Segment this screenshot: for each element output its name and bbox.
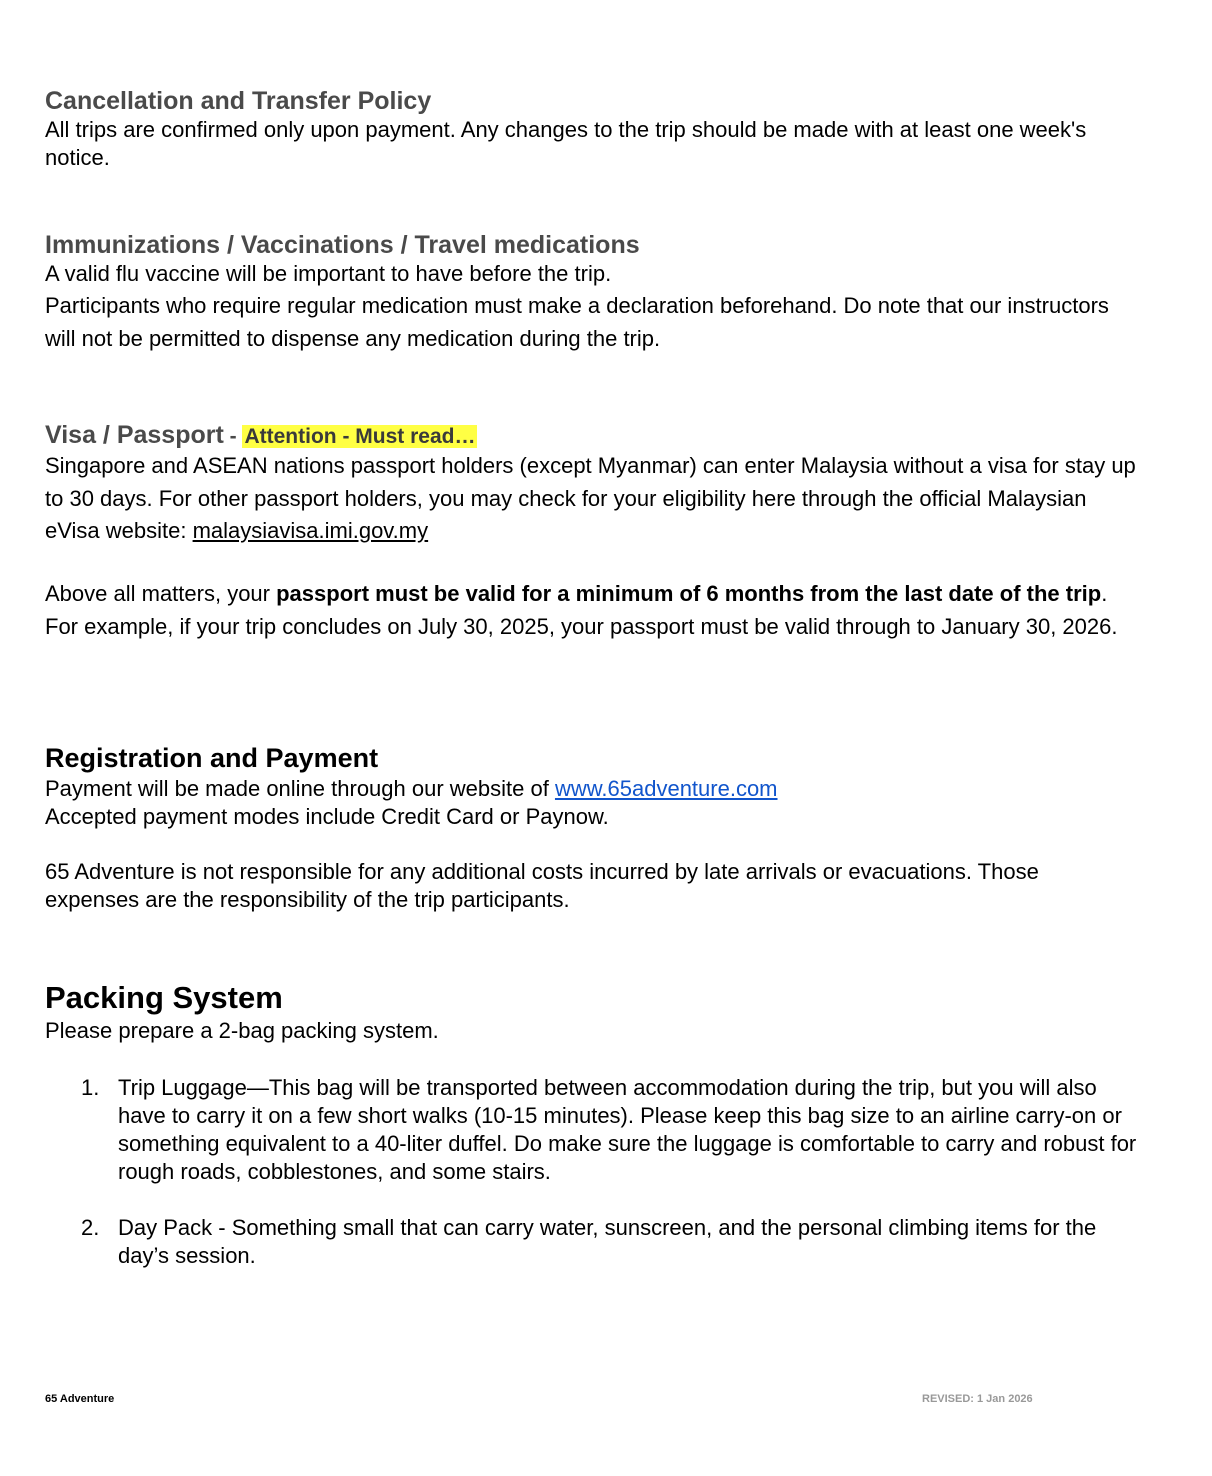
packing-list-item	[81, 1214, 1141, 1270]
evisa-link[interactable]: malaysiavisa.imi.gov.my	[192, 518, 429, 543]
packing-heading: Packing System	[45, 980, 283, 1015]
packing-intro: Please prepare a 2-bag packing system.	[45, 1018, 439, 1043]
list-text: Day Pack - Something small that can carry water, sunscreen, and the personal climbing items for the day’s session.	[118, 1215, 1097, 1268]
visa-body	[45, 450, 1145, 548]
list-number: 1.	[81, 1075, 100, 1100]
list-text: Trip Luggage—This bag will be transported between accommodation during the trip, but you will also have to carry it on a few short walks (10-15 minutes). Please keep this bag size to an airline carry-on or something equivalent to a 40-liter duffel. Do make sure the luggage is comfortable to carry and robust for rough roads, cobblestones, and some stairs.	[118, 1075, 1137, 1184]
passport-validity	[45, 578, 1145, 643]
footer-company: 65 Adventure	[45, 1393, 115, 1405]
website-link[interactable]: www.65adventure.com	[554, 776, 778, 801]
registration-line-1	[45, 775, 1145, 803]
validity-bold: passport must be valid for a minimum of 6 months from the last date of the trip	[276, 581, 1102, 606]
immunizations-line-1: A valid flu vaccine will be important to have before the trip.	[45, 261, 612, 286]
attention-highlight: Attention - Must read…	[244, 425, 476, 448]
visa-heading-row	[45, 420, 477, 452]
registration-heading: Registration and Payment	[45, 743, 379, 773]
validity-prefix: Above all matters, your	[45, 581, 277, 606]
registration-line-2: Accepted payment modes include Credit Card or Paynow.	[45, 804, 609, 829]
cancellation-body: All trips are confirmed only upon payment. Any changes to the trip should be made with at least one week's notice.	[45, 117, 1087, 170]
immunizations-line-2: Participants who require regular medication must make a declaration beforehand. Do note that our instructors will not be permitted to dispense any medication during the trip.	[45, 293, 1109, 351]
cancellation-heading: Cancellation and Transfer Policy	[45, 87, 432, 115]
validity-suffix: . For example, if your trip concludes on July 30, 2025, your passport must be valid through to January 30, 2026.	[45, 581, 1118, 639]
visa-heading: Visa / Passport	[45, 421, 224, 449]
packing-list-item	[81, 1074, 1141, 1186]
visa-heading-dash: -	[223, 425, 243, 448]
list-number: 2.	[81, 1215, 100, 1240]
registration-note: 65 Adventure is not responsible for any additional costs incurred by late arrivals or evacuations. Those expenses are the responsibility of the trip participants.	[45, 859, 1039, 912]
registration-line-1-text: Payment will be made online through our website of	[45, 776, 555, 801]
immunizations-heading: Immunizations / Vaccinations / Travel medications	[45, 231, 640, 259]
visa-body-text: Singapore and ASEAN nations passport holders (except Myanmar) can enter Malaysia without a visa for stay up to 30 days. For other passport holders, you may check for your eligibility here through the official Malaysian eVisa website:	[45, 453, 1136, 543]
footer-revised: REVISED: 1 Jan 2026	[922, 1393, 1033, 1405]
